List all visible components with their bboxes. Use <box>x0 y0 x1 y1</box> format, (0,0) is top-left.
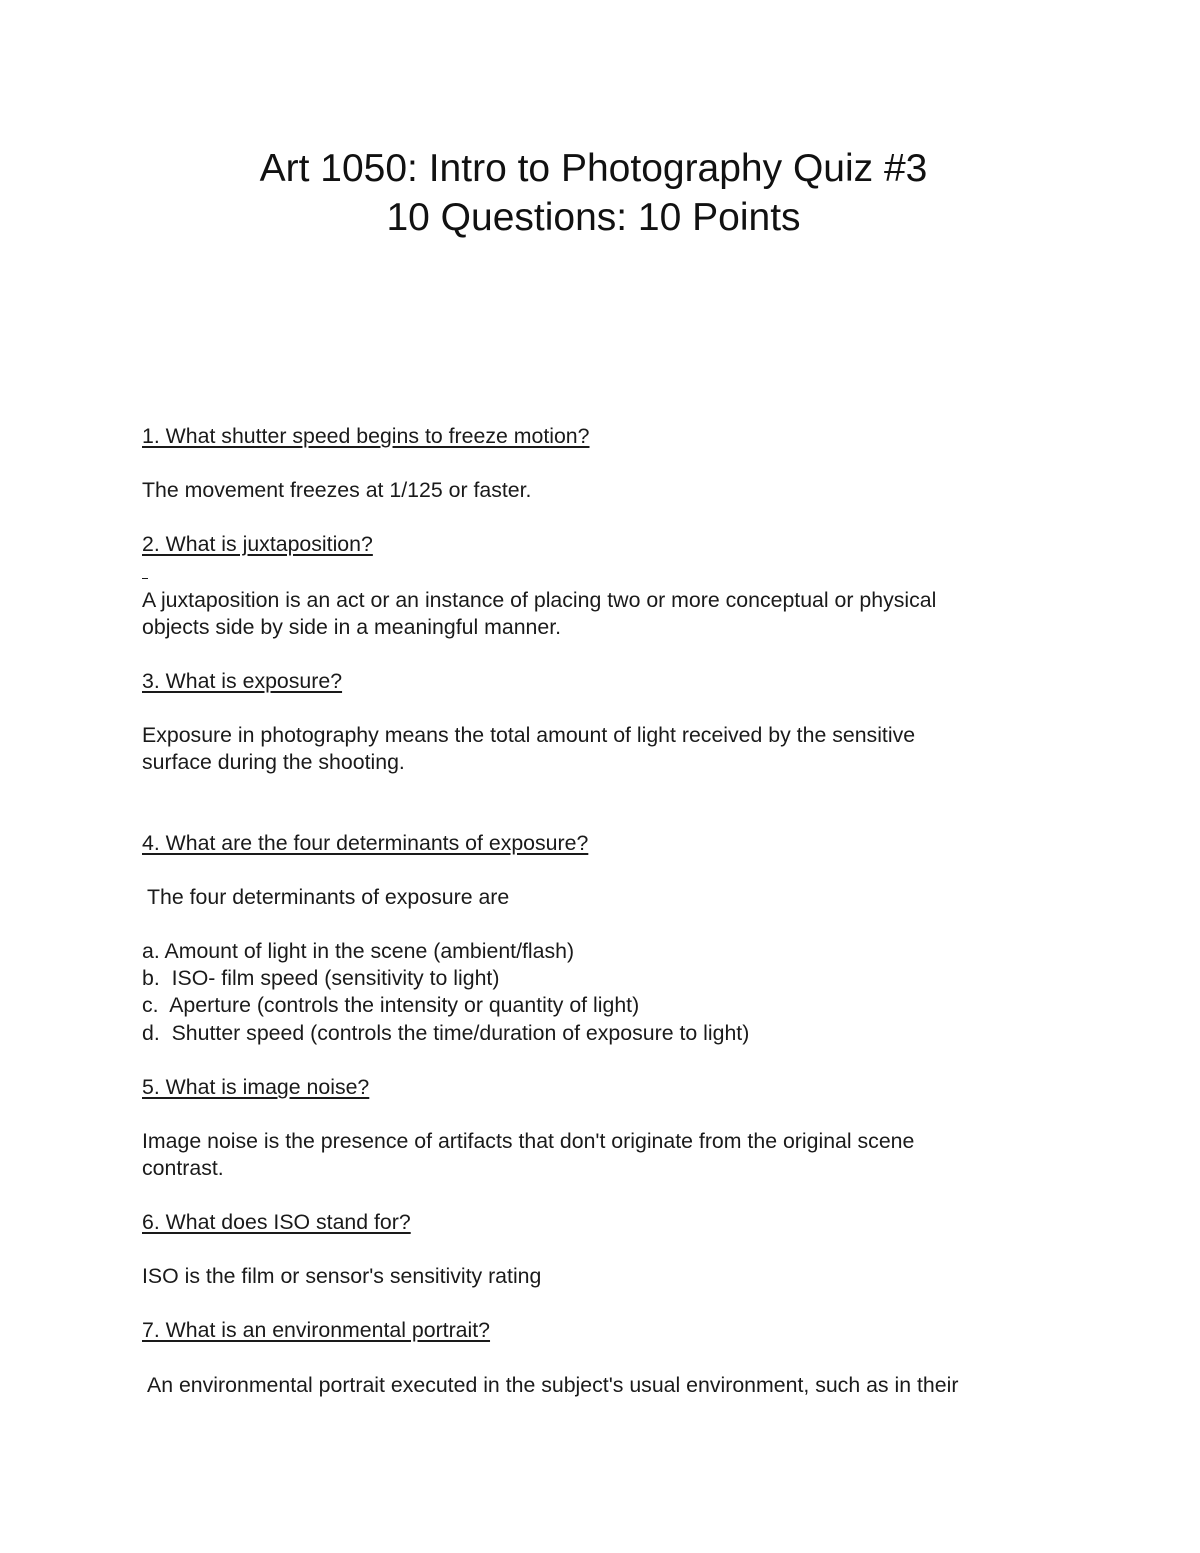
question-5: 5. What is image noise? <box>142 1075 370 1099</box>
answer-2-line-1: A juxtaposition is an act or an instance of placing two or more conceptual or physical <box>142 588 937 612</box>
question-1: 1. What shutter speed begins to freeze motion? <box>142 424 590 448</box>
list-item-a: a. Amount of light in the scene (ambient/flash) <box>142 939 575 963</box>
answer-5-line-2: contrast. <box>142 1156 224 1180</box>
question-4: 4. What are the four determinants of exposure? <box>142 831 589 855</box>
answer-3-line-1: Exposure in photography means the total amount of light received by the sensitive <box>142 723 916 747</box>
document-subtitle: 10 Questions: 10 Points <box>386 196 801 239</box>
answer-3-line-2: surface during the shooting. <box>142 750 405 774</box>
answer-4-intro: The four determinants of exposure are <box>147 885 510 909</box>
answer-7-line-1: An environmental portrait executed in the subject's usual environment, such as in their <box>147 1373 959 1397</box>
underline-stub <box>142 578 148 579</box>
answer-1-line-1: The movement freezes at 1/125 or faster. <box>142 478 532 502</box>
question-6: 6. What does ISO stand for? <box>142 1210 411 1234</box>
question-2: 2. What is juxtaposition? <box>142 532 373 556</box>
question-7: 7. What is an environmental portrait? <box>142 1318 491 1342</box>
list-item-c: c. Aperture (controls the intensity or quantity of light) <box>142 993 640 1017</box>
list-item-b: b. ISO- film speed (sensitivity to light) <box>142 966 500 990</box>
answer-6-line-1: ISO is the film or sensor's sensitivity rating <box>142 1264 542 1288</box>
document-title: Art 1050: Intro to Photography Quiz #3 <box>259 147 928 190</box>
list-item-d: d. Shutter speed (controls the time/duration of exposure to light) <box>142 1021 750 1045</box>
answer-2-line-2: objects side by side in a meaningful manner. <box>142 615 562 639</box>
answer-5-line-1: Image noise is the presence of artifacts that don't originate from the original scene <box>142 1129 915 1153</box>
question-3: 3. What is exposure? <box>142 669 343 693</box>
